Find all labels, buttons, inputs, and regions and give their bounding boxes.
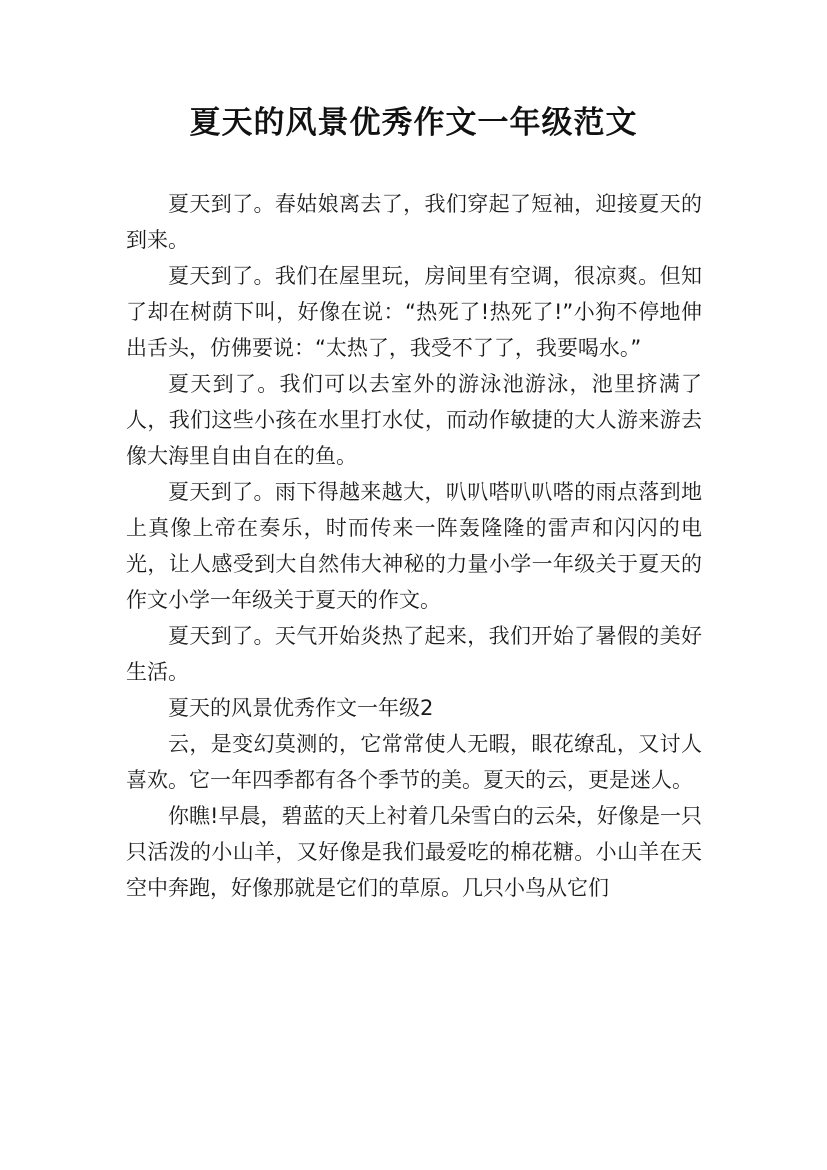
paragraph: 夏天到了。天气开始炎热了起来，我们开始了暑假的美好生活。 [126,624,702,684]
paragraph: 夏天到了。我们在屋里玩，房间里有空调，很凉爽。但知了却在树荫下叫，好像在说：“热死了!热死了!”小狗不停地伸出舌头，仿佛要说：“太热了，我受不了了，我要喝水。” [126,264,702,360]
paragraph: 云，是变幻莫测的，它常常使人无暇，眼花缭乱，又讨人喜欢。它一年四季都有各个季节的美。夏天的云，更是迷人。 [126,732,702,792]
paragraph: 夏天到了。雨下得越来越大，叭叭嗒叭叭嗒的雨点落到地上真像上帝在奏乐，时而传来一阵轰隆隆的雷声和闪闪的电光，让人感受到大自然伟大神秘的力量小学一年级关于夏天的作文小学一年级关于夏天的作文。 [126,480,702,612]
document-body [126,186,702,906]
paragraph: 夏天到了。我们可以去室外的游泳池游泳，池里挤满了人，我们这些小孩在水里打水仗，而动作敏捷的大人游来游去像大海里自由自在的鱼。 [126,372,702,468]
document-title: 夏天的风景优秀作文一年级范文 [189,105,638,141]
paragraph: 你瞧!早晨，碧蓝的天上衬着几朵雪白的云朵，好像是一只只活泼的小山羊，又好像是我们最爱吃的棉花糖。小山羊在天空中奔跑，好像那就是它们的草原。几只小鸟从它们 [126,804,702,900]
section-subtitle: 夏天的风景优秀作文一年级2 [168,696,434,720]
paragraph: 夏天到了。春姑娘离去了，我们穿起了短袖，迎接夏天的到来。 [126,192,702,252]
